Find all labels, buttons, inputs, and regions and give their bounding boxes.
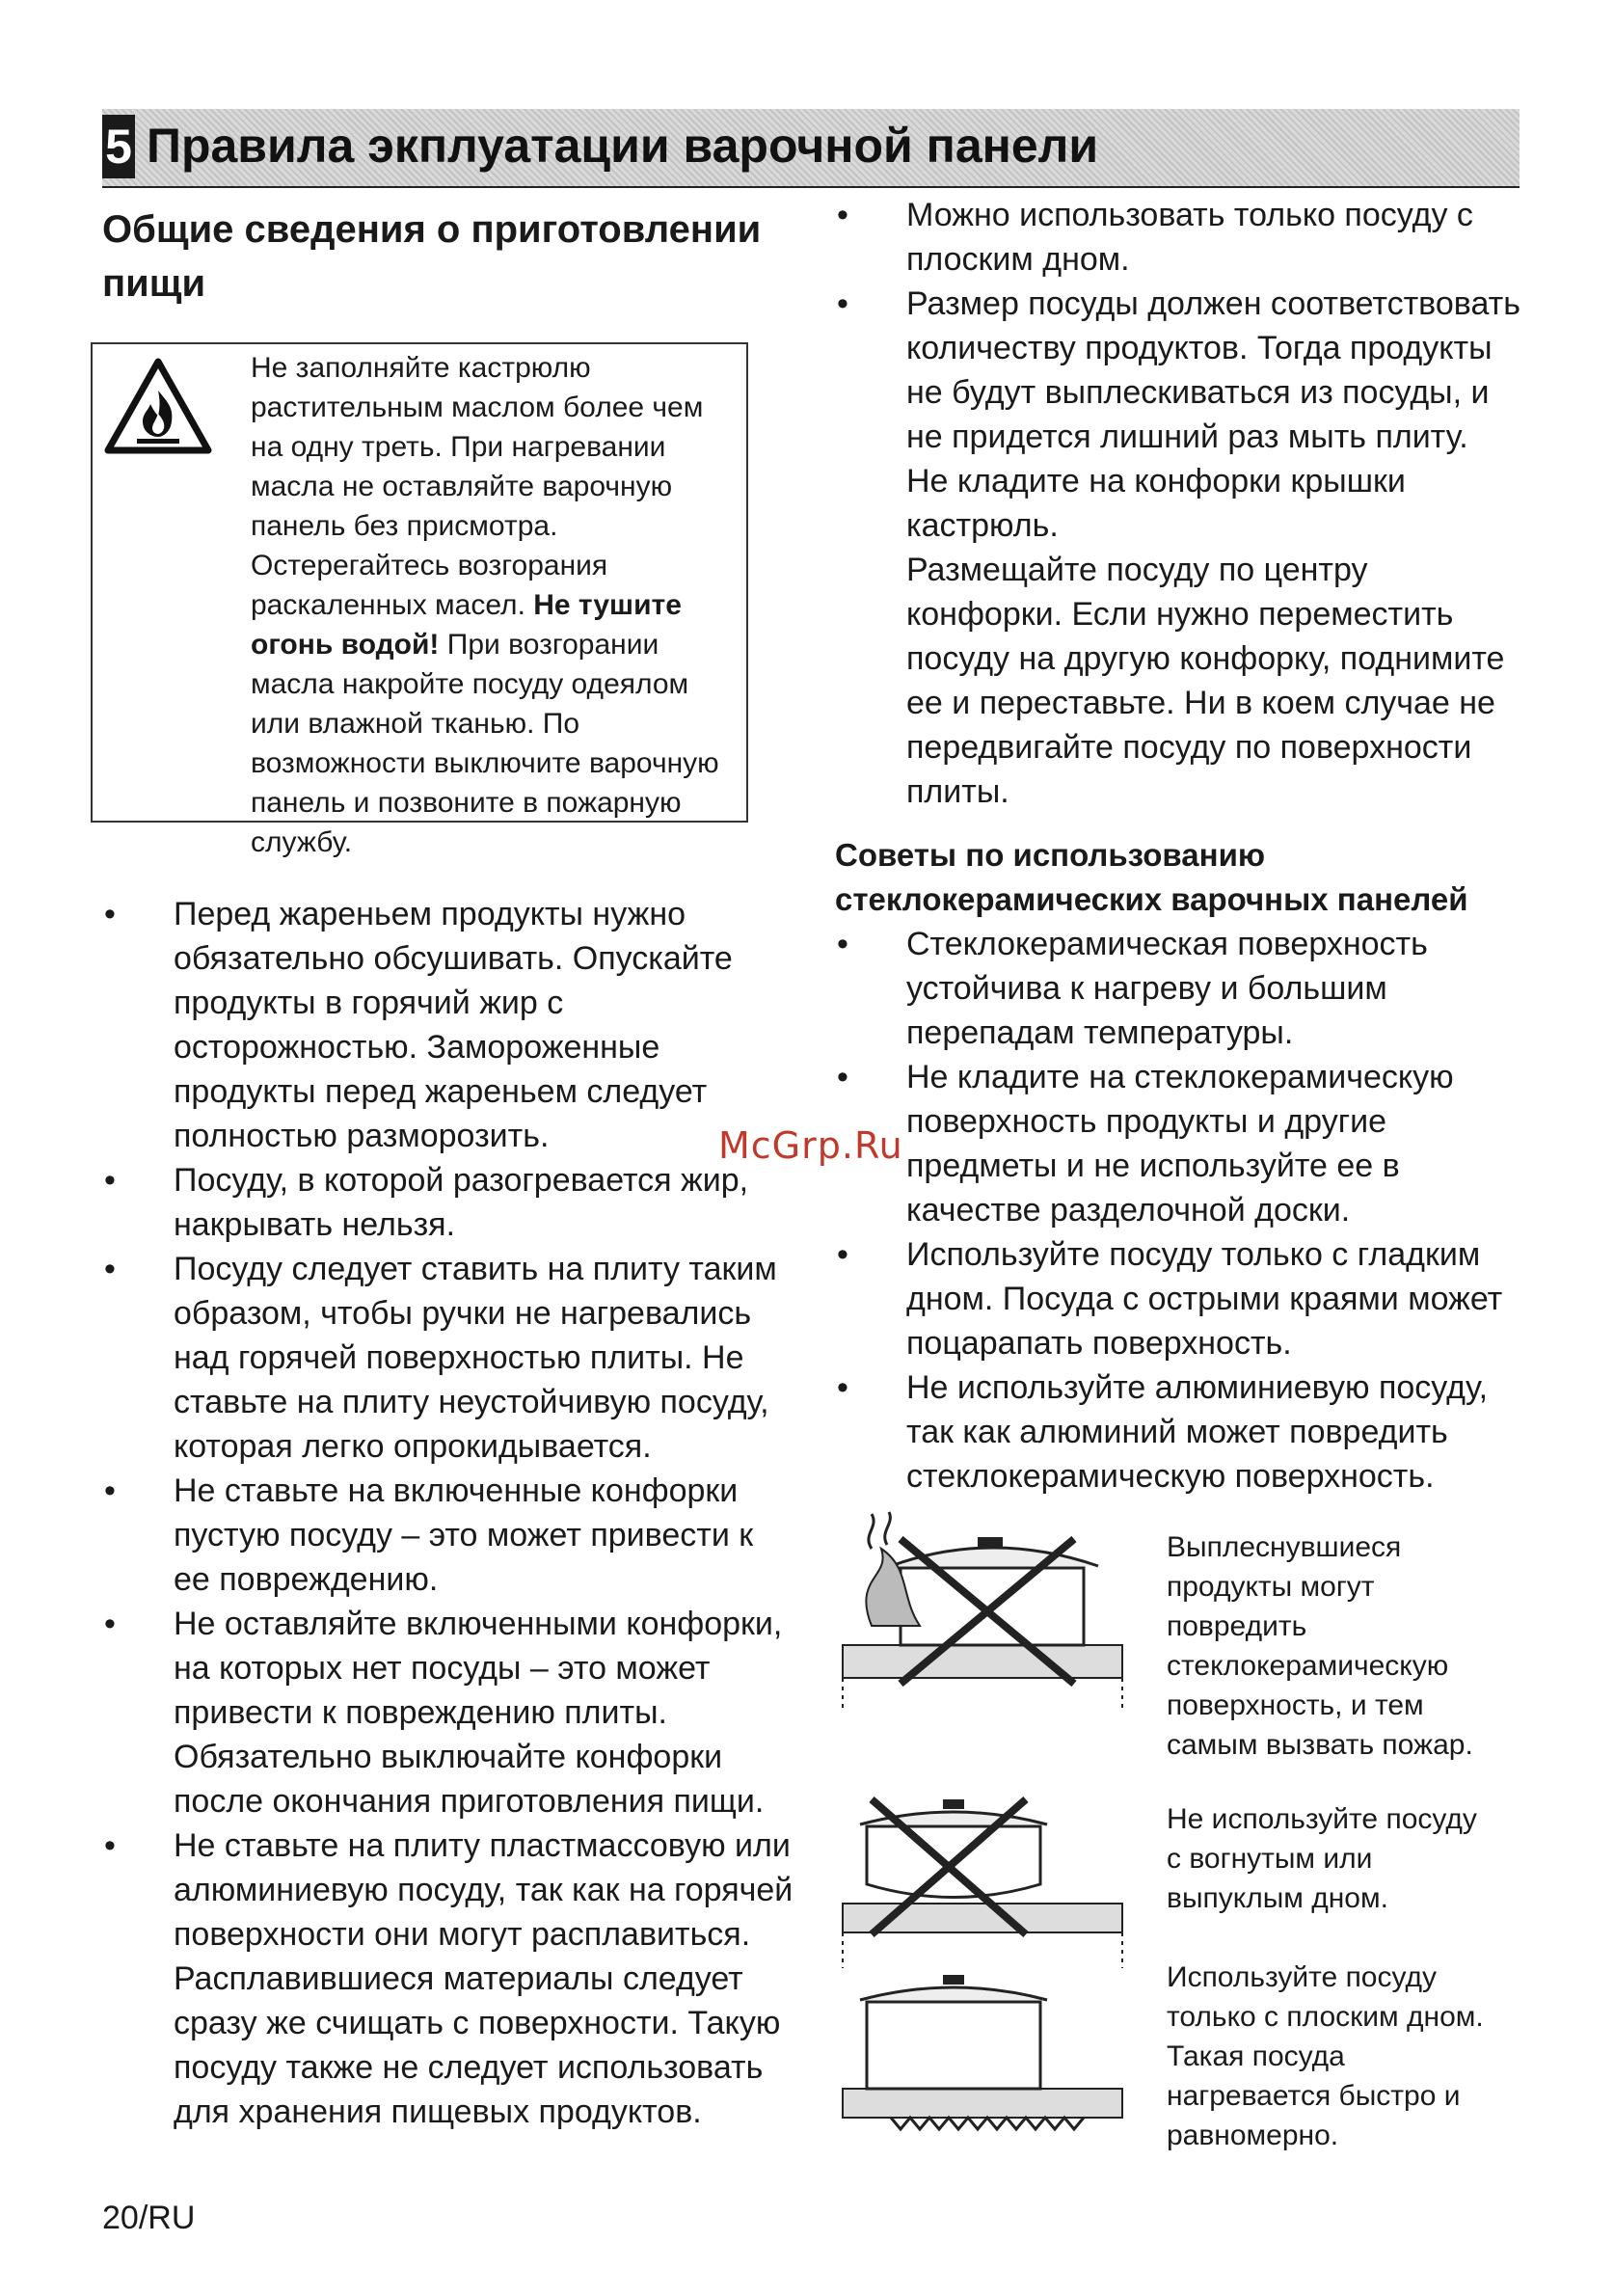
chapter-title: Правила экплуатации варочной панели [147, 119, 1099, 173]
glass-ceramic-subheading: Советы по использованию стеклокерамических варочных панелей [835, 837, 1468, 917]
flat-bottom-caption: Используйте посуду только с плоским дном. Такая посуда нагревается быстро и равномерно. [1167, 1961, 1484, 2151]
list-item: • Посуду, в которой разогревается жир, накрывать нельзя. [102, 1158, 796, 1247]
section-heading-line2: пищи [102, 262, 206, 305]
list-item: • Используйте посуду только с гладким дном. Посуда с острыми краями может поцарапать поверхность. [835, 1232, 1529, 1365]
watermark: McGrp.Ru [718, 1124, 903, 1167]
fire-warning-text [251, 348, 740, 862]
list-item: • Не оставляйте включенными конфорки, на которых нет посуды – это может привести к повреждению плиты. Обязательно выключайте конфорки после окончания приготовления пищи. [102, 1602, 796, 1823]
right-column [835, 193, 1529, 1499]
warning-text-bold: Не тушите огонь водой! [251, 589, 682, 661]
pot-lids-note: Не кладите на конфорки крышки кастрюль. [906, 463, 1406, 544]
warning-text-part1: Не заполняйте кастрюлю растительным маслом более чем на одну треть. При нагревании масла не оставляйте варочную панель без присмотра. Остерегайтесь возгорания раскаленных масел. [251, 352, 704, 621]
list-item: • Не используйте алюминиевую посуду, так как алюминий может повредить стеклокерамическую поверхность. [835, 1365, 1529, 1499]
warning-text-part2: При возгорании масла накройте посуду одеялом или влажной тканью. По возможности выключите варочную панель и позвоните в пожарную службу. [251, 629, 719, 858]
left-column [102, 203, 796, 349]
list-item: • Не ставьте на включенные конфорки пустую посуду – это может привести к ее повреждению. [102, 1469, 796, 1602]
list-item: • Не кладите на стеклокерамическую поверхность продукты и другие предметы и не используйте ее в качестве разделочной доски. [835, 1055, 1529, 1232]
cookware-figures [833, 1510, 1527, 2175]
pot-placement-note: Размещайте посуду по центру конфорки. Если нужно переместить посуду на другую конфорку, поднимите ее и переставьте. Ни в коем случае не передвигайте посуду по поверхности плиты. [906, 552, 1505, 810]
right-bullet-list-bottom [835, 922, 1529, 1499]
list-item: • Можно использовать только посуду с плоским дном. [835, 193, 1529, 282]
spill-illustration [833, 1510, 1142, 1713]
curved-bottom-illustration [833, 1790, 1142, 1973]
section-heading [102, 203, 796, 311]
section-heading-line1: Общие сведения о приготовлении [102, 208, 762, 251]
flat-bottom-illustration [833, 1954, 1142, 2147]
list-item: • Не ставьте на плиту пластмассовую или алюминиевую посуду, так как на горячей поверхности они могут расплавиться. Расплавившиеся материалы следует сразу же счищать с поверхности. Такую посуду также не следует использовать для хранения пищевых продуктов. [102, 1823, 796, 2134]
chapter-number: 5 [102, 115, 135, 178]
fire-warning-box [91, 342, 748, 858]
list-item: • Стеклокерамическая поверхность устойчива к нагреву и большим перепадам температуры. [835, 922, 1529, 1055]
list-item: • Размер посуды должен соответствовать количеству продуктов. Тогда продукты не будут выплескиваться из посуды, и не придется лишний раз мыть плиту. [835, 282, 1529, 459]
right-bullet-list-top [835, 193, 1529, 459]
left-bullet-list [102, 892, 796, 2134]
left-bullets [102, 892, 796, 2134]
list-item: • Перед жареньем продукты нужно обязательно обсушивать. Опускайте продукты в горячий жир с осторожностью. Замороженные продукты перед жареньем следует полностью разморозить. [102, 892, 796, 1158]
curved-bottom-caption: Не используйте посуду с вогнутым или выпуклым дном. [1167, 1803, 1477, 1914]
page-number: 20/RU [102, 2200, 196, 2236]
spill-caption: Выплеснувшиеся продукты могут повредить стеклокерамическую поверхность, и тем самым вызвать пожар. [1167, 1531, 1473, 1761]
fire-warning-icon [104, 358, 212, 454]
list-item: • Посуду следует ставить на плиту таким образом, чтобы ручки не нагревались над горячей поверхностью плиты. Не ставьте на плиту неустойчивую посуду, которая легко опрокидывается. [102, 1247, 796, 1469]
